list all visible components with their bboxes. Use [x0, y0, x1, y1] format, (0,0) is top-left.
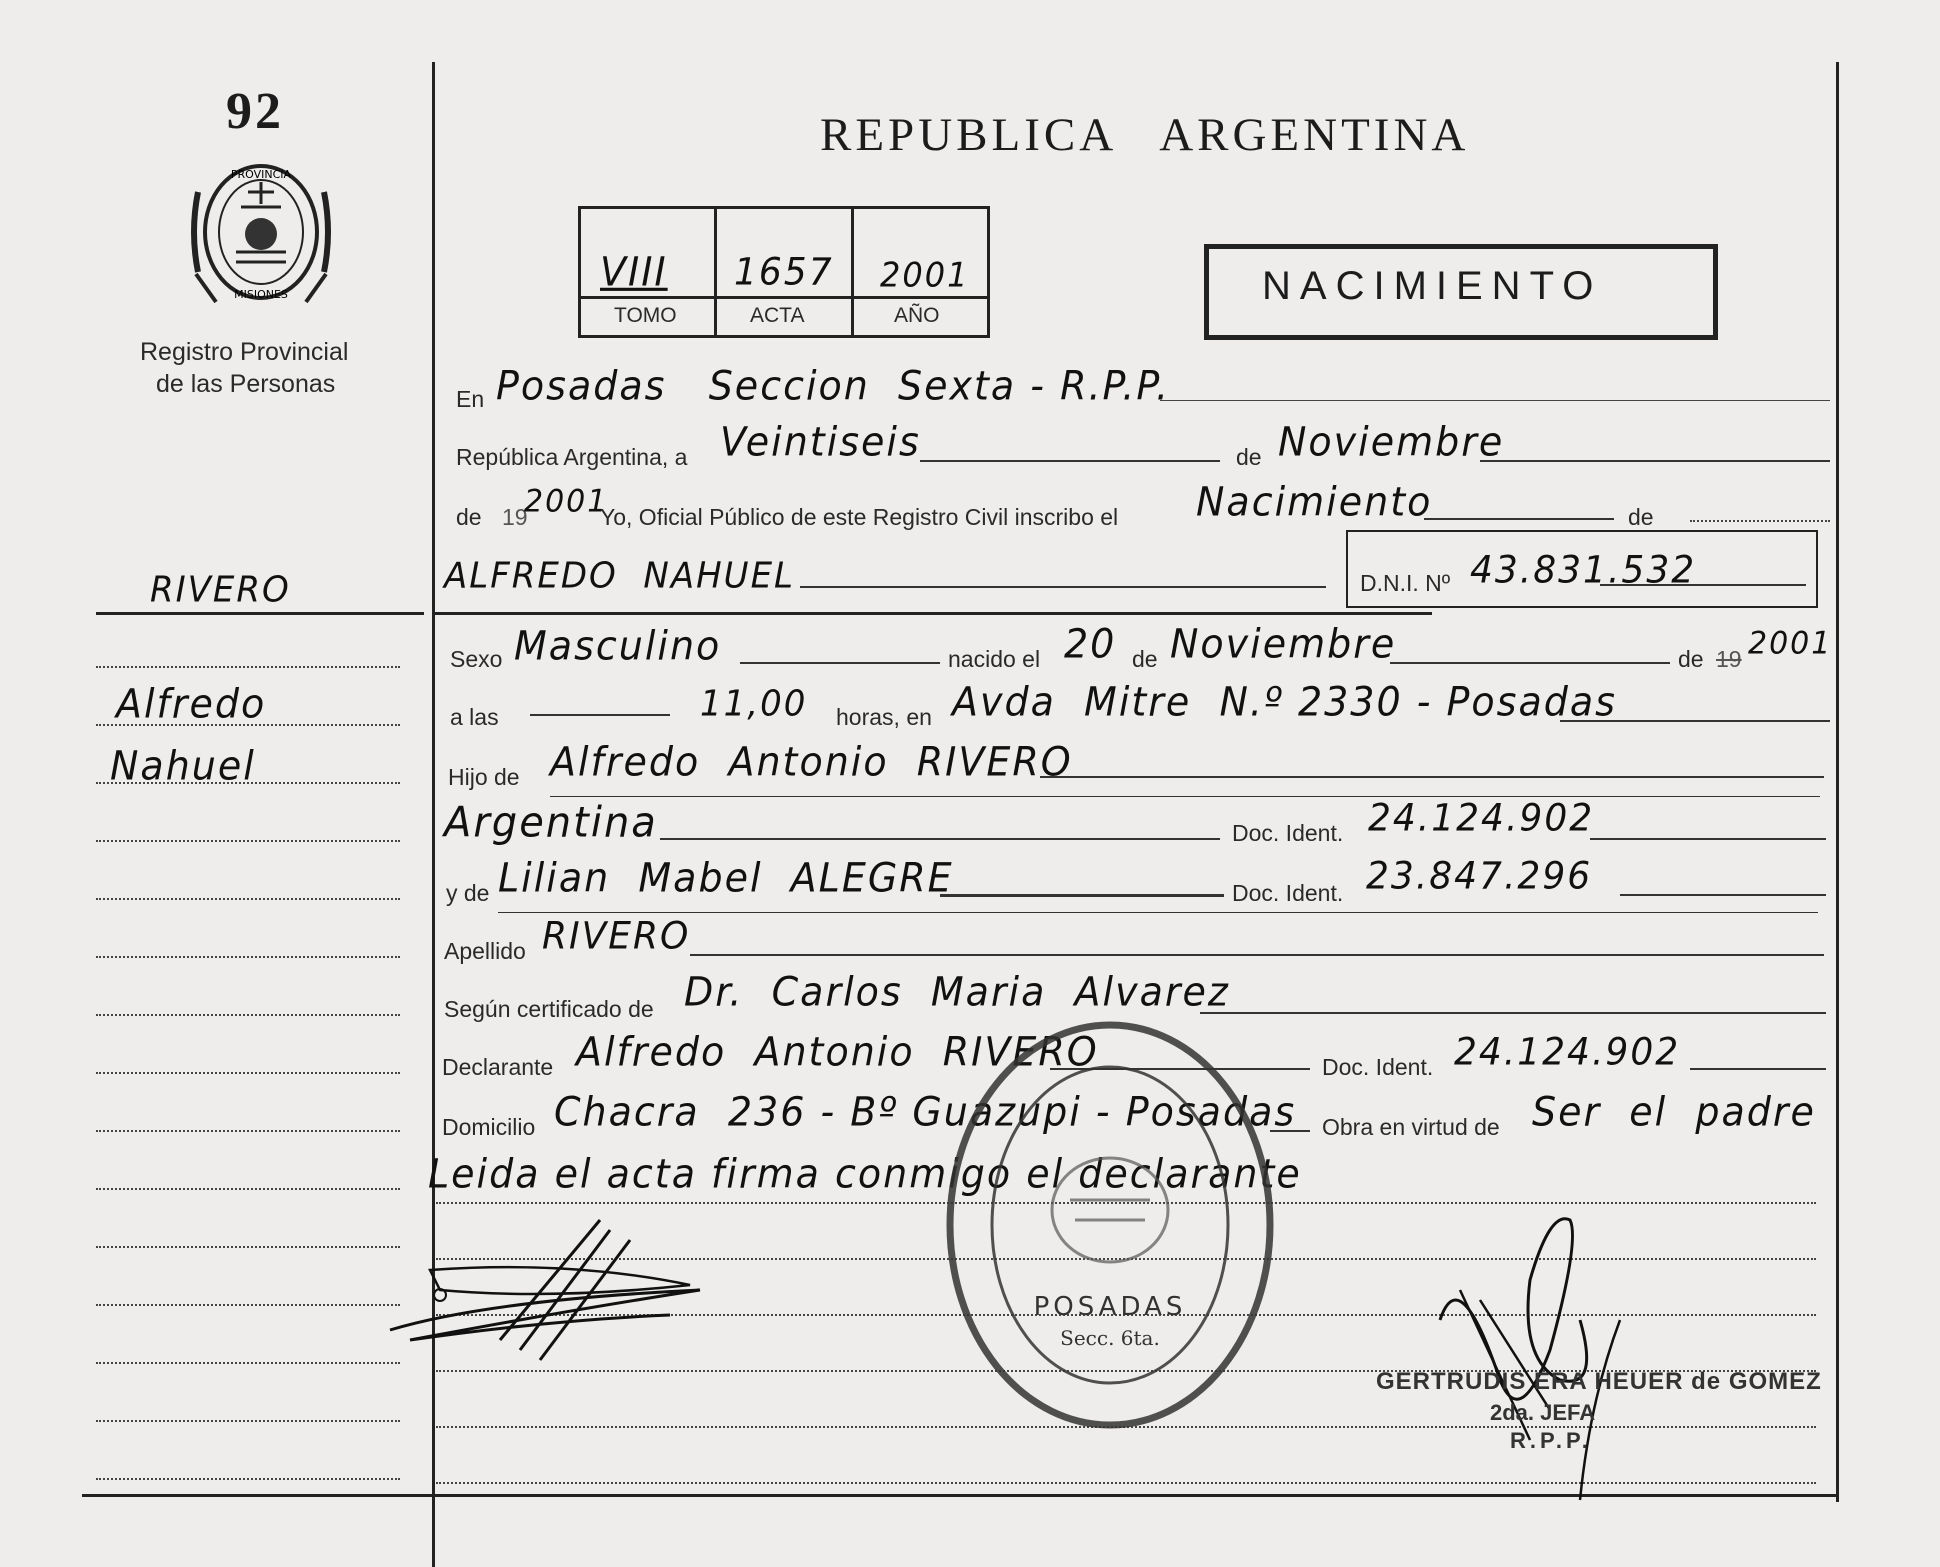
left-dotted-line — [96, 1014, 400, 1016]
dotted-line — [1690, 520, 1830, 522]
apellido-label: Apellido — [444, 938, 526, 964]
a-las-label: a las — [450, 704, 499, 730]
left-dotted-line — [96, 840, 400, 842]
address: Chacra 236 - Bº Guazupi - Posadas — [554, 1088, 1297, 1136]
en-label: En — [456, 386, 485, 412]
left-dotted-line — [96, 956, 400, 958]
de-label: de — [456, 504, 482, 530]
month: Noviembre — [1278, 418, 1505, 466]
seal-city: POSADAS — [1033, 1292, 1187, 1322]
anio-value: 2001 — [880, 255, 970, 295]
underline — [1390, 662, 1670, 664]
mother-doc: 23.847.296 — [1366, 854, 1593, 899]
registry-name-line2: de las Personas — [156, 370, 336, 398]
left-dotted-line — [96, 1362, 400, 1364]
tomo-label: TOMO — [614, 304, 677, 327]
underline — [1560, 720, 1830, 722]
birth-hour: 11,00 — [700, 683, 808, 725]
underline — [800, 586, 1326, 588]
birth-place: Avda Mitre N.º 2330 - Posadas — [952, 678, 1617, 726]
act-type: Nacimiento — [1196, 478, 1433, 526]
margin-given-name-1: Alfredo — [116, 680, 267, 728]
official-name: GERTRUDIS ERA HEUER de GOMEZ — [1376, 1368, 1822, 1395]
anio-label: AÑO — [894, 304, 940, 327]
day-in-words: Veintiseis — [720, 418, 921, 466]
nacido-label: nacido el — [948, 646, 1041, 672]
left-dotted-line — [96, 666, 400, 668]
declarant-doc: 24.124.902 — [1454, 1030, 1681, 1075]
oficial-text: Yo, Oficial Público de este Registro Civil inscribo el — [600, 504, 1119, 530]
table-divider — [851, 206, 854, 335]
obra-label: Obra en virtud de — [1322, 1114, 1500, 1140]
page-number: 92 — [226, 83, 284, 140]
left-dotted-line — [96, 1188, 400, 1190]
underline — [1480, 460, 1830, 462]
certifying-doctor: Dr. Carlos Maria Alvarez — [684, 968, 1230, 1016]
tomo-value: VIII — [600, 248, 668, 296]
republica-label: República Argentina, a — [456, 444, 688, 470]
left-dotted-line — [96, 1304, 400, 1306]
seal-section: Secc. 6ta. — [1060, 1326, 1160, 1350]
underline — [1200, 1012, 1826, 1014]
registration-year: 2001 — [524, 483, 609, 520]
table-divider — [578, 296, 987, 299]
left-dotted-line — [96, 1072, 400, 1074]
de-label-3: de — [1132, 646, 1158, 672]
birth-year-prefix: 19 — [1716, 646, 1742, 672]
official-role: 2da. JEFA — [1490, 1400, 1596, 1425]
father-name: Alfredo Antonio RIVERO — [550, 738, 1073, 786]
registry-name-line1: Registro Provincial — [140, 338, 349, 366]
left-separator — [96, 612, 424, 615]
underline — [550, 796, 1820, 797]
province-emblem — [186, 152, 336, 314]
record-type: NACIMIENTO — [1262, 264, 1603, 308]
table-divider — [714, 206, 717, 335]
doc-ident-label: Doc. Ident. — [1232, 820, 1344, 846]
de-label-2: de — [1628, 504, 1654, 530]
country-title: REPUBLICA ARGENTINA — [820, 109, 1470, 161]
father-nationality: Argentina — [444, 798, 658, 848]
underline — [1424, 518, 1614, 520]
doc-ident-label: Doc. Ident. — [1322, 1054, 1434, 1080]
certificado-label: Según certificado de — [444, 996, 654, 1022]
declarant-signature — [370, 1190, 730, 1390]
underline — [690, 954, 1824, 956]
sexo-label: Sexo — [450, 646, 503, 672]
dni-value: 43.831.532 — [1470, 548, 1697, 593]
acta-value: 1657 — [734, 250, 834, 295]
underline — [940, 894, 1224, 897]
official-seal — [940, 1010, 1280, 1440]
declarante-label: Declarante — [442, 1054, 554, 1080]
full-name: ALFREDO NAHUEL — [444, 555, 795, 597]
birth-day: 20 — [1064, 620, 1117, 668]
surname: RIVERO — [542, 914, 691, 959]
official-signature — [1420, 1200, 1640, 1520]
birth-month: Noviembre — [1170, 620, 1397, 668]
margin-given-name-2: Nahuel — [110, 742, 256, 790]
acta-label: ACTA — [750, 304, 805, 327]
hijo-label: Hijo de — [448, 764, 520, 790]
emblem-top-text: PROVINCIA — [230, 168, 292, 181]
year-prefix: 19 — [502, 504, 528, 530]
closing-note: Leida el acta firma conmigo el declarante — [428, 1150, 1302, 1198]
underline — [660, 838, 1220, 840]
margin-surname: RIVERO — [150, 569, 291, 611]
domicilio-label: Domicilio — [442, 1114, 536, 1140]
right-border — [1836, 62, 1839, 1502]
de-label-4: de — [1678, 646, 1704, 672]
doc-ident-label: Doc. Ident. — [1232, 880, 1344, 906]
sex-value: Masculino — [514, 622, 722, 670]
dni-label: D.N.I. Nº — [1360, 570, 1451, 596]
underline — [1620, 894, 1826, 896]
left-dotted-line — [96, 1420, 400, 1422]
underline — [1590, 838, 1826, 840]
underline — [920, 460, 1220, 462]
mother-name: Lilian Mabel ALEGRE — [498, 854, 954, 902]
left-dotted-line — [96, 898, 400, 900]
underline — [740, 662, 940, 664]
underline — [1040, 776, 1824, 778]
middle-separator — [432, 612, 1432, 615]
de-label: de — [1236, 444, 1262, 470]
emblem-bottom-text: MISIONES — [234, 288, 288, 301]
left-dotted-line — [96, 1130, 400, 1132]
father-doc: 24.124.902 — [1368, 796, 1595, 841]
underline — [1600, 584, 1806, 586]
underline — [530, 714, 670, 716]
dotted-line — [1160, 400, 1830, 401]
horas-label: horas, en — [836, 704, 932, 730]
y-de-label: y de — [446, 880, 490, 906]
official-office: R.P.P. — [1510, 1428, 1592, 1453]
underline — [1690, 1068, 1826, 1070]
birth-year: 2001 — [1748, 625, 1833, 662]
capacity: Ser el padre — [1532, 1088, 1816, 1136]
left-dotted-line — [96, 1478, 400, 1480]
underline — [498, 912, 1818, 913]
left-dotted-line — [96, 1246, 400, 1248]
registry-office: Posadas Seccion Sexta - R.P.P. — [496, 362, 1171, 410]
declarant-name: Alfredo Antonio RIVERO — [576, 1028, 1099, 1076]
